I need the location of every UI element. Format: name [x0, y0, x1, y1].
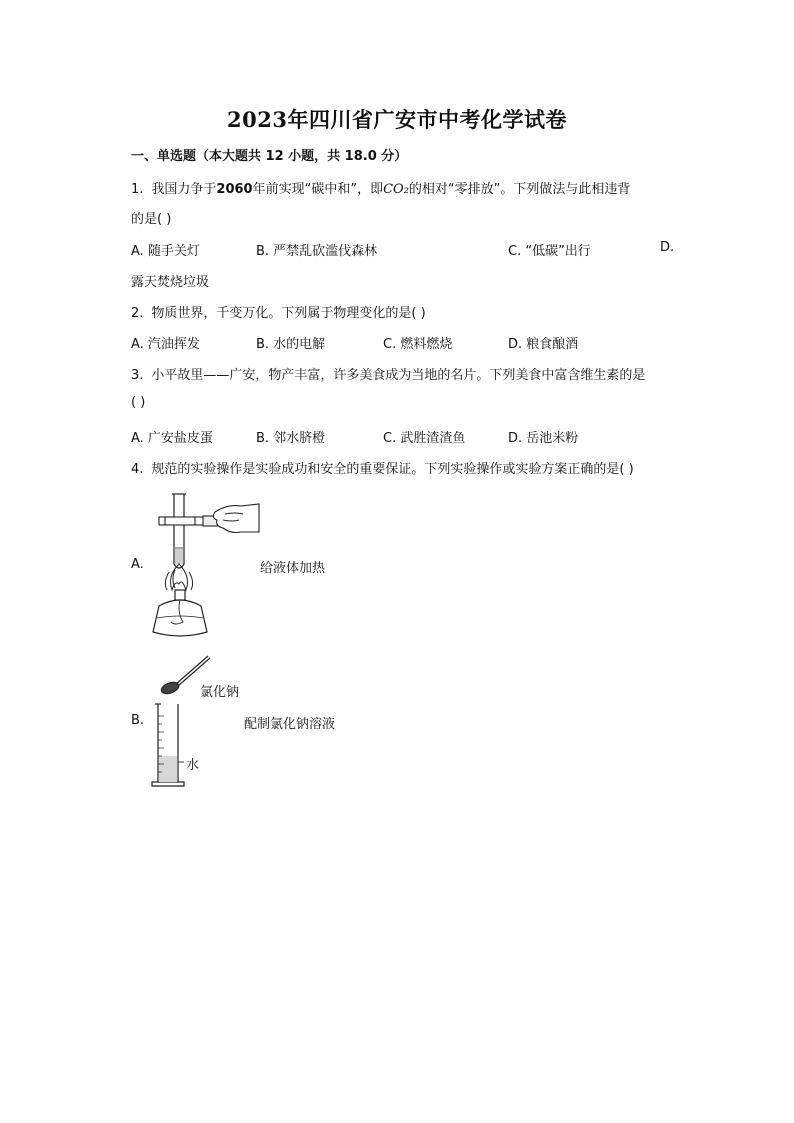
question-text: 我国力争于: [151, 182, 217, 197]
spoon-label: 氯化钠: [200, 685, 240, 700]
q1-option-c[interactable]: C. “低碳”出行: [508, 244, 591, 259]
question-number: 1.: [131, 182, 144, 197]
q4-option-b-letter[interactable]: B.: [131, 713, 145, 728]
question-2: [131, 302, 426, 321]
q1-option-d-text[interactable]: 露天焚烧垃圾: [131, 275, 210, 290]
question-text: 物质世界，千变万化。下列属于物理变化的是( ): [151, 306, 426, 321]
q3-option-d[interactable]: D. 岳池米粉: [508, 431, 579, 446]
year-value: 2060: [216, 182, 253, 197]
section-heading: 一、单选题（本大题共 12 小题，共 18.0 分）: [131, 149, 408, 164]
q3-option-c[interactable]: C. 武胜渣渣鱼: [383, 431, 466, 446]
question-number: 3.: [131, 368, 144, 383]
q3-option-a[interactable]: A. 广安盐皮蛋: [131, 431, 213, 446]
alcohol-lamp-icon: [153, 590, 207, 636]
question-3: [131, 364, 645, 383]
question-text: 的相对“零排放”。下列做法与此相违背: [408, 182, 631, 197]
water-label: 水: [186, 758, 200, 773]
question-3-line2: ( ): [131, 395, 146, 410]
question-1-line2: 的是( ): [131, 212, 172, 227]
heating-liquid-illustration: [145, 490, 265, 640]
question-1: [131, 178, 630, 197]
q4-option-a-letter[interactable]: A.: [131, 557, 144, 572]
q2-option-c[interactable]: C. 燃料燃烧: [383, 337, 453, 352]
q4-option-b-caption: 配制氯化钠溶液: [244, 717, 336, 732]
question-number: 4.: [131, 462, 144, 477]
q1-option-b[interactable]: B. 严禁乱砍滥伐森林: [256, 244, 378, 259]
q1-option-d[interactable]: D.: [660, 240, 675, 255]
test-tube-icon: [172, 494, 186, 568]
q3-option-b[interactable]: B. 邻水脐橙: [256, 431, 326, 446]
question-text: 小平故里——广安，物产丰富，许多美食成为当地的名片。下列美食中富含维生素的是: [151, 368, 646, 383]
q4-option-a-caption: 给液体加热: [260, 561, 326, 576]
q2-option-d[interactable]: D. 粮食酿酒: [508, 337, 579, 352]
page-title: 2023年四川省广安市中考化学试卷: [227, 107, 567, 132]
co2-formula: CO₂: [383, 182, 409, 197]
q2-option-a[interactable]: A. 汽油挥发: [131, 337, 200, 352]
question-text: 规范的实验操作是实验成功和安全的重要保证。下列实验操作或实验方案正确的是( ): [151, 462, 634, 477]
graduated-cylinder-icon: [152, 704, 184, 786]
q2-option-b[interactable]: B. 水的电解: [256, 337, 326, 352]
hand-icon: [213, 504, 259, 533]
question-number: 2.: [131, 306, 144, 321]
question-text: 年前实现“碳中和”，即: [252, 182, 384, 197]
question-4: [131, 458, 634, 477]
q1-option-a[interactable]: A. 随手关灯: [131, 244, 200, 259]
